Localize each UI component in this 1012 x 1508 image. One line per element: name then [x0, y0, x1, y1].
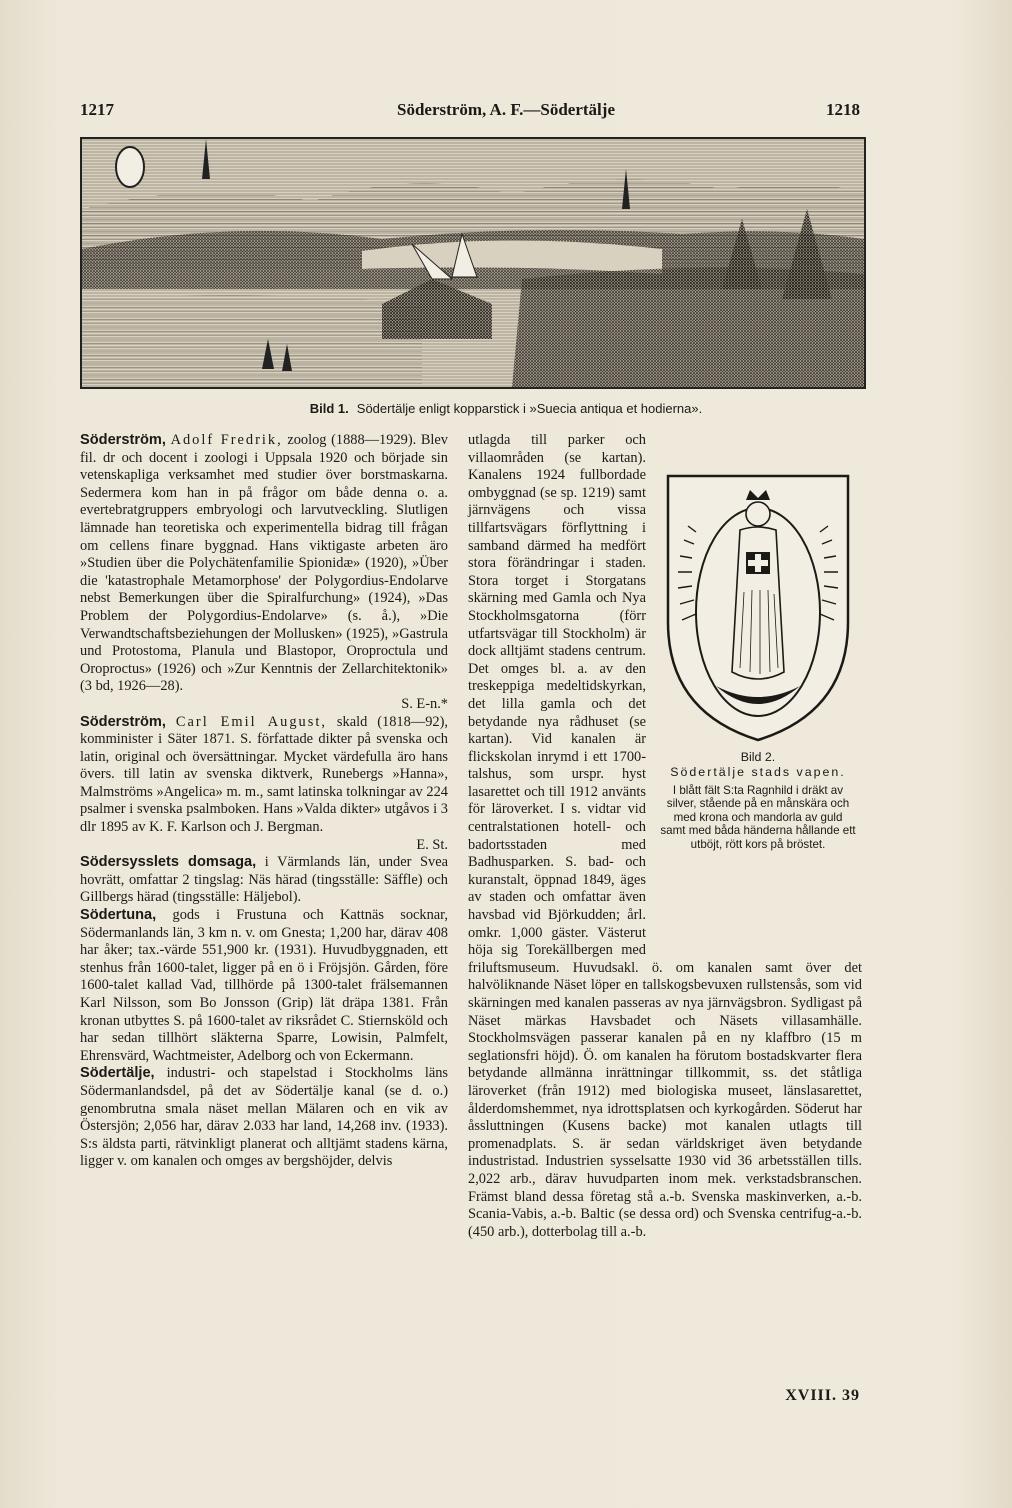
- figure-1-text: Södertälje enligt kopparstick i »Suecia antiqua et hodierna».: [356, 401, 703, 416]
- entry-headword: Söderström,: [80, 713, 166, 730]
- entry-sodertalje: [80, 1065, 448, 1171]
- entry-headword: Södertälje,: [80, 1065, 155, 1082]
- engraving-image: [80, 137, 866, 389]
- entry-body: gods i Frustuna och Kattnäs socknar, Södermanlands län, 3 km n. v. om Gnesta; 1,200 har, därav 408 har åker; tax.-värde 551,900 kr. (1931). Huvudbyggnaden, ett stenhus från 1600-talet, ligger på en ö i Fröjsjön. Gården, före 1600-talet kallad Vad, tillhörde på 1300-talet frälsemannen Karl Nilsson, som Bo Jonsson (Grip) lät dräpa 1381. Från kronan utbyttes S. på 1600-talet av riksrådet C. Stiernsköld och har sedan tillhört släkterna Sparre, Lowisin, Palmfelt, Ehrensvärd, Wachtmeister, Adelborg och von Eckermann.: [80, 907, 448, 1064]
- figure-2: [654, 472, 862, 950]
- figure-2-title: Södertälje stads vapen.: [670, 764, 846, 779]
- entry-body: industri- och stapelstad i Stockholms läns Södermanlandsdel, på det av Södertälje kanal (se d. o.) genombrutna smala näset mellan Mälaren och en vik av Östersjön; 2,056 har, därav 2.033 har land, 14,268 inv. (1933). S:s äldsta parti, rätvinkligt planerat och alltjämt stadens kärna, ligger v. om kanalen och omges av bergshöjder, delvis: [80, 1065, 448, 1170]
- entry-headword: Söderström,: [80, 432, 166, 448]
- entry-soderstrom-carl: [80, 714, 448, 855]
- left-column: [80, 432, 448, 1171]
- entry-sodersysslets-domsaga: [80, 854, 448, 907]
- right-column: [468, 432, 862, 1241]
- entry-signature: E. St.: [416, 836, 448, 853]
- coat-of-arms-icon: [660, 472, 856, 744]
- entry-body: i Värmlands län, under Svea hovrätt, omfattar 2 tingslag: Näs härad (tingsställe: Säffle) och Gillbergs härad (tingsställe: Häljebol).: [80, 854, 448, 906]
- entry-soderstrom-adolf: [80, 432, 448, 714]
- entry-sodertuna: [80, 907, 448, 1065]
- entry-body: skald (1818—92), komminister i Säter 1871. S. författade dikter på svenska och latin, original och översättningar. Mycket värdefulla äro hans övers. till latin av svenska diktverk, Runebergs »Hanna», Malmströms »Angelica» m. m., samt latinska tolkningar av 224 psalmer i svenska psalmboken. Hans »Valda dikter» utgåvos i 3 dlr 1895 av K. F. Karlson och J. Bergman.: [80, 713, 448, 836]
- entry-body: zoolog (1888—1929). Blev fil. dr och docent i zoologi i Uppsala 1920 och började sin vetenskapliga verksamhet med studier över borstmaskarna. Sedermera kom han in på frågor om både denna o. a. evertebratgruppers embryologi och larvutveckling. Slutligen lämnade han teoretiska och experimentella bidrag till frågan om cellens finare byggnad. Hans viktigaste arbeten äro »Studien über die Polychätenfamilie Spionidæ» (1920), »Über die 'katastrophale Metamorphose' der Polygordius-Endolarve nebst Bemerkungen über die Spiralfurchung» (1924), »Das Problem der Polygordius-Endolarve» (s. å.), »Die Verwandtschaftsbeziehungen der Mollusken» (1925), »Gastrula und Protostoma, Planula und Blastopor, Oroproctula und Oroproctus» (1926) och »Zur Kenntnis der Zellarchitektonik» (3 bd, 1926—28).: [80, 432, 448, 695]
- figure-2-label: Bild 2.: [740, 749, 776, 764]
- entry-signature: S. E-n.*: [401, 695, 448, 712]
- entry-headword: Södertuna,: [80, 907, 157, 924]
- entry-sodertalje-continued: utlagda till parker och villaområden (se kartan). Kanalens 1924 fullbordade ombyggnad (se sp. 1219) samt järnvägens och vissa tillfartsvägars förflyttning i samband därmed ha medfört stora förändringar i staden. Stora torget i Storgatans skärning med Gamla och Nya Stockholmsgatorna (förr utfartsvägar till Stockholm) är dock alltjämt stadens centrum. Det omges bl. a. av den treskeppiga medeltidskyrkan, det lilla gamla och det betydande nya rådhuset (se kartan). Vid kanalen är flickskolan inrymd i ett 1700-talshus, som urspr. hyst lasarettet och till 1912 använts för läroverket. I s. vidtar vid centralstationen hotell- och badortsstaden med Badhusparken. S. bad- och kuranstalt, öppnad 1849, äges av staden och omfattar även havsbad vid Björkudden; årl. omkr. 1,000 gäster. Västerut höja sig Torekällbergen med friluftsmuseum. Huvudsakl. ö. om kanalen samt över det halvöliknande Näset löper en tallskogsbevuxen rullstensås, som vid skärningen med kanalen passeras av nya järnvägsbron. Sydligast på Näset märkas Havsbadet och Näsets villasamhälle. Stockholmsvägen passerar kanalen på en ny klaffbro (15 m seglationsfri höjd). Ö. om kanalen ha förutom bostadskvarter flera betydande allmänna inrättningar tillkommit, ss. det ståtliga läroverket (från 1912) med biologiska museet, länslasarettet, ålderdomshemmet, nya idrottsplatsen och kyrkogården. Söderut har åssluttningen (Kusens backe) mot kanalen utlagts till promenadplats. S. är sedan världskriget även betydande industristad. Industrien sysselsatte 1930 vid 36 arbetsställen tills. 2,022 arb., därav huvudparten inom mek. verkstadsbranschen. Främst bland dessa företag stå a.-b. Svenska maskinverken, a.-b. Scania-Vabis, a.-b. Baltic (se dessa ord) och Svenska centrifug-a.-b. (450 arb.), dotterbolag till a.-b.: [468, 432, 862, 1240]
- figure-1-caption: [0, 401, 1012, 416]
- signature-footer: XVIII. 39: [785, 1387, 860, 1404]
- page-number-left: 1217: [80, 100, 114, 119]
- figure-2-description: I blått fält S:ta Ragnhild i dräkt av silver, stående på en månskära och med krona och mandorla av guld samt med båda händerna hållande ett utböjt, rött kors på bröstet.: [660, 783, 856, 851]
- page-number-right: 1218: [826, 100, 860, 119]
- entry-headword: Södersysslets domsaga,: [80, 854, 257, 871]
- figure-2-caption: [654, 750, 862, 852]
- entry-name: Adolf Fredrik,: [170, 432, 283, 448]
- entry-name: Carl Emil August,: [175, 713, 327, 730]
- figure-1-label: Bild 1.: [309, 401, 349, 416]
- page-title: Söderström, A. F.—Södertälje: [397, 100, 615, 119]
